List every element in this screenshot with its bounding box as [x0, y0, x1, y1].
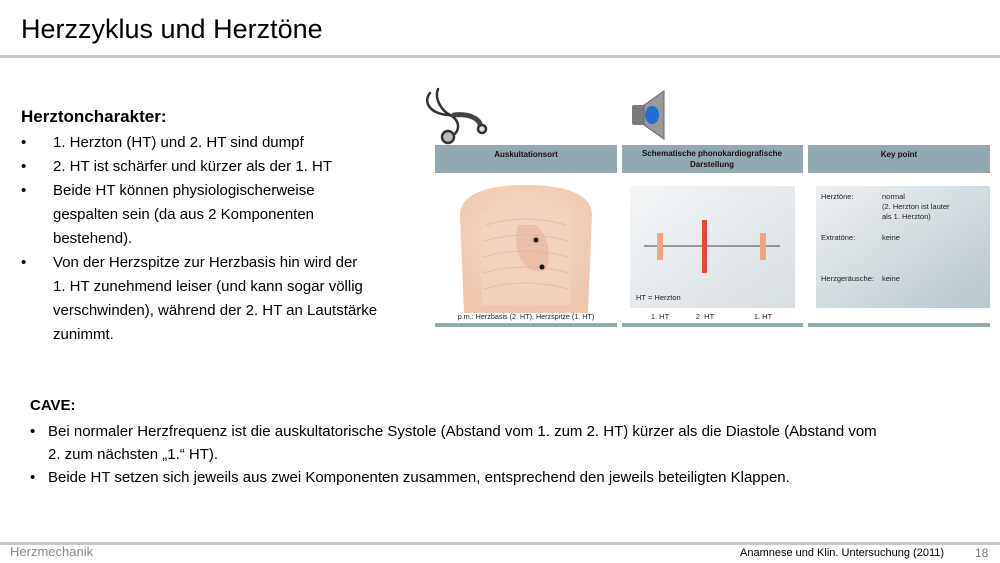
key-label-herztoene: Herztöne:: [821, 192, 854, 201]
phonocardiogram-legend: HT = Herzton: [636, 293, 681, 302]
column-footer-bar: [435, 323, 617, 327]
bullet-text: Beide HT können physiologischerweise: [53, 182, 315, 199]
heart-sound-bar-s2: [702, 220, 707, 273]
bullet-text: zunimmt.: [53, 326, 114, 343]
title-divider: [0, 55, 1000, 58]
location-caption: p.m.: Herzbasis (2. HT), Herzspitze (1. HT): [457, 312, 595, 321]
bullet-text: Von der Herzspitze zur Herzbasis hin wird der: [53, 254, 358, 271]
bullet-marker: •: [21, 182, 27, 199]
list-item: [30, 420, 980, 466]
list-item: [21, 179, 421, 251]
tick-label-s1-next: 1. HT: [753, 312, 773, 321]
heart-sound-bar-s1: [657, 233, 663, 260]
bullet-text: 1. Herzton (HT) und 2. HT sind dumpf: [53, 134, 304, 151]
key-value-extratoene: keine: [882, 233, 900, 242]
cave-text: Bei normaler Herzfrequenz ist die auskultatorische Systole (Abstand vom 1. zum 2. HT) kürzer als die Diastole (Abstand vom: [48, 423, 877, 440]
key-value-herzgeraeusche: keine: [882, 274, 900, 283]
key-value-herztoene-1: normal: [882, 192, 905, 201]
bullet-marker: •: [21, 254, 27, 271]
phonocardiogram-panel: [630, 186, 795, 308]
key-value-herztoene-2: (2. Herzton ist lauter: [882, 202, 950, 211]
column-header-keypoint-text: Key point: [880, 150, 918, 159]
bullet-list: [21, 131, 421, 347]
column-header-phonocardiography-line1: Schematische phonokardiografische: [641, 149, 783, 158]
list-item: [21, 251, 421, 347]
cave-list: [30, 420, 980, 489]
footer-divider: [0, 542, 1000, 545]
bullet-text: verschwinden), während der 2. HT an Lautstärke: [53, 302, 378, 319]
stethoscope-icon: [427, 89, 486, 143]
heart-sound-bar-s1-next: [760, 233, 766, 260]
bullet-text: gespalten sein (da aus 2 Komponenten: [53, 206, 315, 223]
column-footer-bar: [622, 323, 803, 327]
column-footer-bar: [808, 323, 990, 327]
column-header-phonocardiography-line2: Darstellung: [689, 160, 735, 169]
section-heading: Herztoncharakter:: [21, 107, 167, 126]
list-item: [21, 131, 421, 155]
bullet-marker: •: [30, 423, 36, 440]
torso-illustration: [460, 185, 592, 313]
bullet-text: bestehend).: [53, 230, 133, 247]
auscultation-figure: [420, 85, 1000, 335]
auscultation-point-base: [534, 238, 539, 243]
auscultation-point-apex: [540, 265, 545, 270]
footer-source: Anamnese und Klin. Untersuchung (2011): [740, 547, 945, 559]
page-number: 18: [975, 546, 989, 560]
bullet-text: 1. HT zunehmend leiser (und kann sogar völlig: [53, 278, 363, 295]
key-label-extratoene: Extratöne:: [821, 233, 856, 242]
list-item: [30, 466, 980, 489]
bullet-marker: •: [21, 134, 27, 151]
footer-section: Herzmechanik: [10, 544, 94, 559]
speaker-icon: [632, 91, 664, 139]
bullet-marker: •: [21, 158, 27, 175]
slide-title: Herzzyklus und Herztöne: [21, 14, 323, 44]
bullet-marker: •: [30, 469, 36, 486]
key-value-herztoene-3: als 1. Herzton): [882, 212, 931, 221]
tick-label-s2: 2. HT: [695, 312, 715, 321]
column-header-location-text: Auskultationsort: [494, 150, 558, 159]
list-item: [21, 155, 421, 179]
cave-text: 2. zum nächsten „1.“ HT).: [48, 446, 219, 463]
cave-heading: CAVE:: [30, 397, 76, 414]
bullet-text: 2. HT ist schärfer und kürzer als der 1. HT: [53, 158, 332, 175]
cave-text: Beide HT setzen sich jeweils aus zwei Komponenten zusammen, entsprechend den jeweils beteiligten Klappen.: [48, 469, 790, 486]
tick-label-s1: 1. HT: [650, 312, 670, 321]
key-label-herzgeraeusche: Herzgeräusche:: [821, 274, 874, 283]
